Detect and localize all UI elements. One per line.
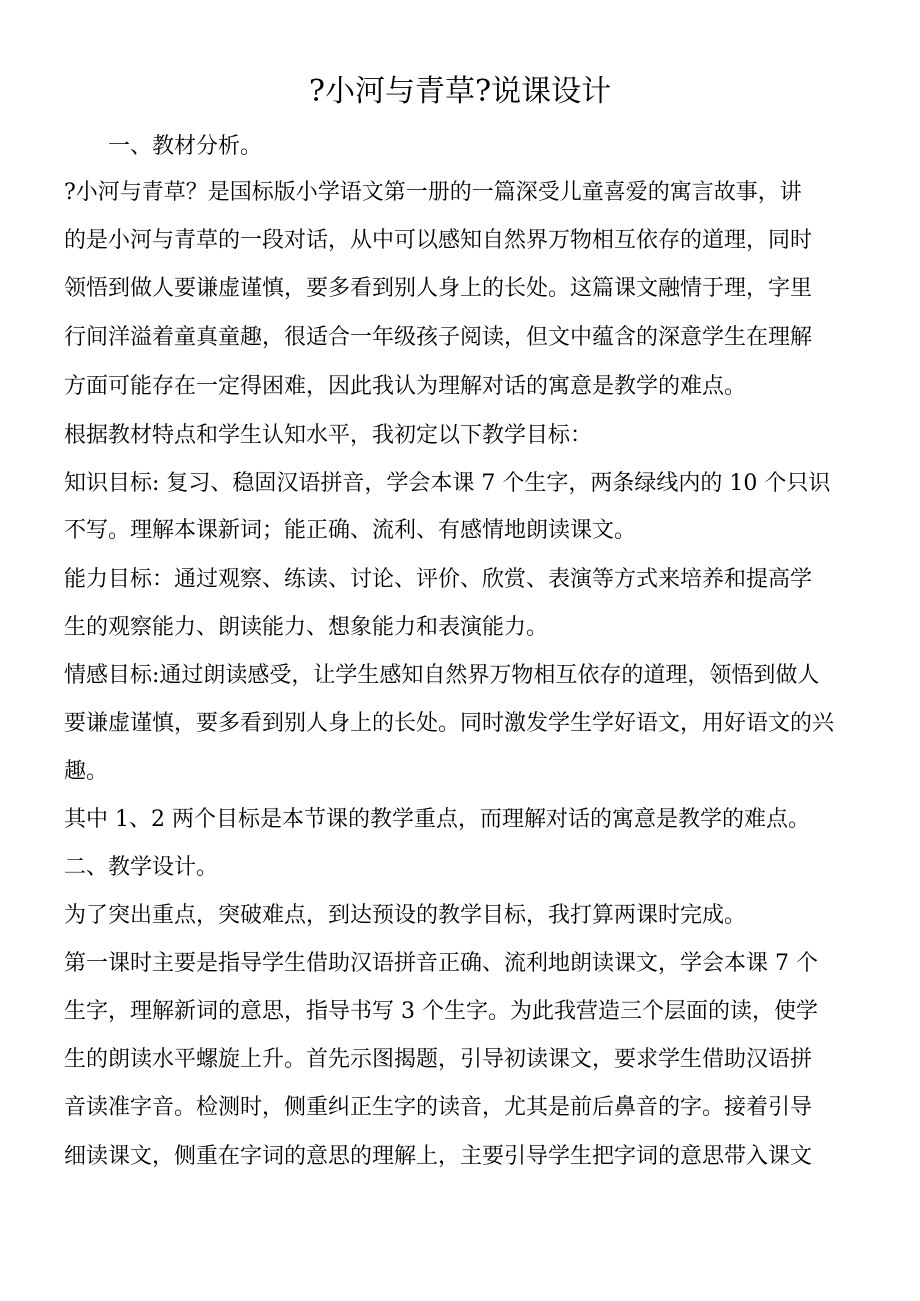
text-line: 不写。理解本课新词；能正确、流利、有感情地朗读课文。 [64,518,637,543]
text-line: 能力目标：通过观察、练读、讨论、评价、欣赏、表演等方式来培养和提高学 [64,567,813,592]
text-line: 细读课文，侧重在字词的意思的理解上，主要引导学生把字词的意思带入课文 [64,1144,813,1169]
text-line: 知识目标: 复习、稳固汉语拼音，学会本课 7 个生字，两条绿线内的 10 个只识 [64,471,831,496]
text-line: 生字，理解新词的意思，指导书写 3 个生字。为此我营造三个层面的读，使学 [64,999,818,1024]
text-line: 一、教材分析。 [64,134,263,159]
text-line: 音读准字音。检测时，侧重纠正生字的读音，尤其是前后鼻音的字。接着引导 [64,1095,813,1120]
text-line: 根据教材特点和学生认知水平，我初定以下教学目标： [64,423,593,448]
text-line: 行间洋溢着童真童趣，很适合一年级孩子阅读，但文中蕴含的深意学生在理解 [64,325,813,350]
text-line: 为了突出重点，突破难点，到达预设的教学目标，我打算两课时完成。 [64,903,747,928]
text-line: 二、教学设计。 [64,855,219,880]
document-title: ?小河与青草?说课设计 [308,74,612,109]
text-line: 第一课时主要是指导学生借助汉语拼音正确、流利地朗读课文，学会本课 7 个 [64,951,818,976]
text-line: 趣。 [64,759,109,784]
text-line: 其中 1、2 两个目标是本节课的教学重点，而理解对话的寓意是教学的难点。 [64,807,810,832]
text-line: 要谦虚谨慎，要多看到别人身上的长处。同时激发学生学好语文，用好语文的兴 [64,711,835,736]
text-line: 的是小河与青草的一段对话，从中可以感知自然界万物相互依存的道理，同时 [64,228,813,253]
text-line: 生的观察能力、朗读能力、想象能力和表演能力。 [64,615,549,640]
text-line: 领悟到做人要谦虚谨慎，要多看到别人身上的长处。这篇课文融情于理，字里 [64,276,813,301]
text-line: 生的朗读水平螺旋上升。首先示图揭题，引导初读课文，要求学生借助汉语拼 [64,1047,813,1072]
text-line: 方面可能存在一定得困难，因此我认为理解对话的寓意是教学的难点。 [64,374,747,399]
text-line: ?小河与青草？是国标版小学语文第一册的一篇深受儿童喜爱的寓言故事，讲 [64,180,802,205]
text-line: 情感目标:通过朗读感受，让学生感知自然界万物相互依存的道理，领悟到做人 [64,663,820,688]
